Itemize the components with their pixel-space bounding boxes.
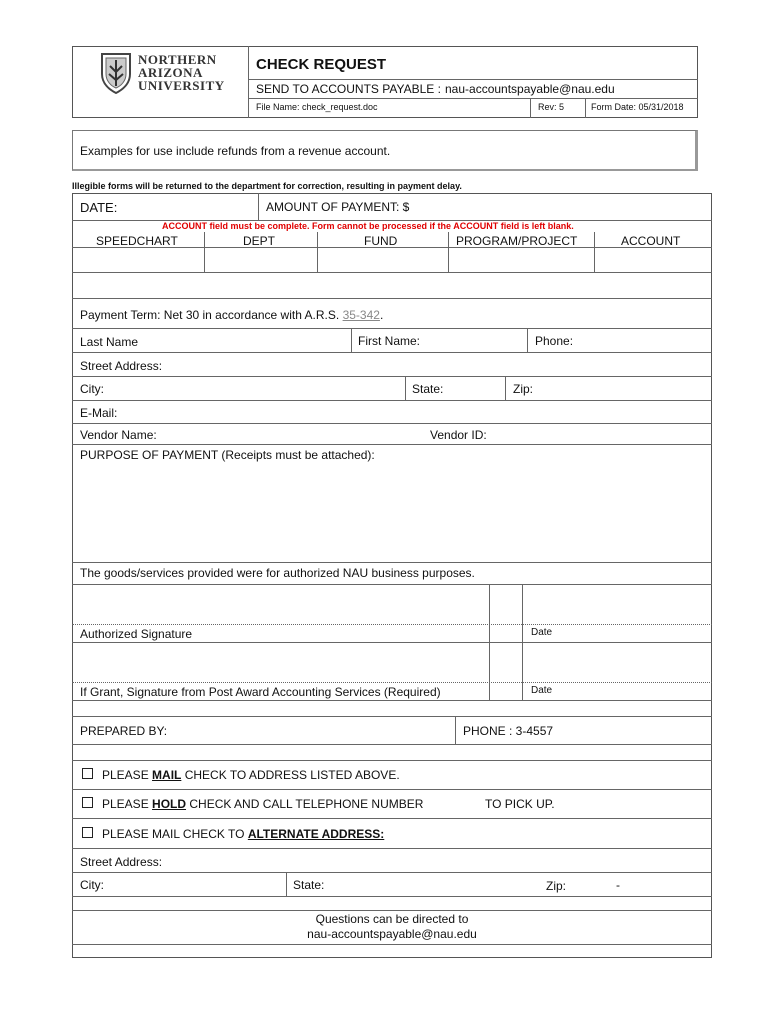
option-alternate-pre: PLEASE MAIL CHECK TO [102,827,248,841]
revision: Rev: 5 [538,102,565,112]
form-date: Form Date: 05/31/2018 [591,102,684,112]
rule-sig1 [72,624,712,625]
name-div-1 [351,328,352,352]
mail-check-checkbox[interactable] [82,768,93,779]
file-name: File Name: check_request.doc [256,102,378,112]
purpose-label: PURPOSE OF PAYMENT (Receipts must be attached): [80,448,375,462]
send-to-label: SEND TO ACCOUNTS PAYABLE : [256,82,441,96]
option-alternate [102,827,384,841]
rule-name [72,352,712,353]
rule-sig2-b [72,700,712,701]
rule-before-questions [72,910,712,911]
prepared-phone: PHONE : 3-4557 [463,724,554,738]
option-alternate-underline: ALTERNATE ADDRESS: [247,827,385,841]
fund-field[interactable] [318,248,448,271]
sig2-div-1 [489,642,490,700]
city-label: City: [80,382,104,396]
authorized-signature-field[interactable] [73,585,489,623]
header-rule-3 [530,98,531,118]
vendor-name-label: Vendor Name: [80,428,157,442]
account-field[interactable] [595,248,711,271]
alt-state-label: State: [293,878,325,892]
rule-purpose [72,562,712,563]
header-divider [248,46,249,118]
rule-account-row [72,272,712,273]
questions-email[interactable]: nau-accountspayable@nau.edu [307,927,477,941]
street-label: Street Address: [80,359,163,373]
prepared-div [455,716,456,744]
phone-label: Phone: [535,334,574,348]
prepared-by-label: PREPARED BY: [80,724,168,738]
sig2-div-2 [522,642,523,700]
first-name-label: First Name: [358,334,421,348]
header-rule-4 [585,98,586,118]
zip-label: Zip: [513,382,534,396]
option-hold-right: TO PICK UP. [485,797,555,811]
rule-after-prepared [72,760,712,761]
send-to-email[interactable]: nau-accountspayable@nau.edu [445,82,615,96]
rule-opt2 [72,818,712,819]
col-program-project: PROGRAM/PROJECT [456,234,578,248]
header-rule-1 [248,79,698,80]
purpose-field[interactable] [73,464,711,560]
rule-before-term [72,298,712,299]
rule-alt-street [72,872,712,873]
questions-block [72,912,712,942]
date-label-2: Date [531,685,553,696]
grant-signature-label: If Grant, Signature from Post Award Accounting Services (Required) [80,685,441,699]
rule-prepared [72,744,712,745]
col-speedchart: SPEEDCHART [96,234,178,248]
option-mail-pre: PLEASE [102,768,153,782]
last-name-label: Last Name [80,335,139,349]
col-fund: FUND [364,234,398,248]
alt-zip-dash: - [616,878,620,892]
payment-term [80,308,383,322]
form-title: CHECK REQUEST [256,56,387,73]
hold-check-checkbox[interactable] [82,797,93,808]
alt-city-label: City: [80,878,104,892]
email-label: E-Mail: [80,406,118,420]
rule-opt1 [72,789,712,790]
date-field[interactable] [130,196,254,218]
alt-zip-label: Zip: [546,879,567,893]
alt-city-div [286,872,287,896]
rule-city [72,400,712,401]
logo-line-1: NORTHERN [138,52,217,67]
rule-sig2 [72,682,712,683]
alternate-address-checkbox[interactable] [82,827,93,838]
ars-link[interactable]: 35-342 [342,308,380,322]
questions-line-1: Questions can be directed to [315,912,469,926]
account-warning: ACCOUNT field must be complete. Form cannot be processed if the ACCOUNT field is left blank. [162,221,574,231]
sig1-div-1 [489,584,490,642]
illegible-notice: Illegible forms will be returned to the department for correction, resulting in payment delay. [72,181,462,191]
logo-line-2: ARIZONA [138,65,203,80]
rule-before-prepared [72,716,712,717]
nau-shield-icon [100,52,132,94]
option-hold [102,797,423,811]
authorized-signature-label: Authorized Signature [80,627,193,641]
rule-after-term [72,328,712,329]
option-mail-post: CHECK TO ADDRESS LISTED ABOVE. [181,768,400,782]
city-div-2 [505,376,506,400]
date-label: DATE: [80,200,118,215]
dept-field[interactable] [205,248,317,271]
city-div-1 [405,376,406,400]
rule-street [72,376,712,377]
name-div-2 [527,328,528,352]
option-hold-post: CHECK AND CALL TELEPHONE NUMBER [186,797,424,811]
alt-street-label: Street Address: [80,855,163,869]
payment-term-prefix: Payment Term: Net 30 in accordance with A.R.S. [80,308,343,322]
logo-line-3: UNIVERSITY [138,78,225,93]
state-label: State: [412,382,444,396]
vendor-id-label: Vendor ID: [430,428,487,442]
date-label-1: Date [531,627,553,638]
header-rule-2 [248,98,698,99]
col-dept: DEPT [243,234,276,248]
rule-after-questions [72,944,712,945]
grant-signature-field[interactable] [73,643,489,681]
speedchart-field[interactable] [73,248,204,271]
payment-term-suffix: . [379,308,384,322]
authorized-statement: The goods/services provided were for authorized NAU business purposes. [80,566,475,580]
program-project-field[interactable] [449,248,594,271]
option-hold-underline: HOLD [152,797,187,811]
amount-field[interactable] [420,196,708,218]
option-hold-pre: PLEASE [102,797,153,811]
sig1-div-2 [522,584,523,642]
col-account: ACCOUNT [621,234,681,248]
rule-email [72,423,712,424]
university-logo [100,52,230,96]
rule-opt3 [72,848,712,849]
examples-text: Examples for use include refunds from a revenue account. [80,144,391,158]
option-mail [102,768,400,782]
amount-label: AMOUNT OF PAYMENT: $ [266,200,410,214]
rule-vendor [72,444,712,445]
date-amount-divider [258,193,259,220]
rule-alt-city [72,896,712,897]
option-mail-underline: MAIL [152,768,182,782]
